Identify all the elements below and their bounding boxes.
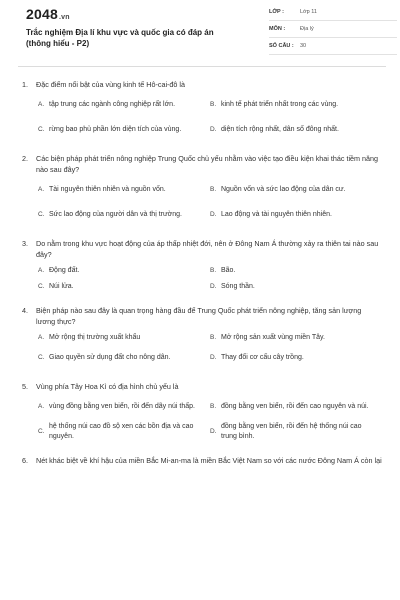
- option-text: vùng đồng bằng ven biển, rồi đến dãy núi thấp.: [49, 403, 195, 410]
- option-letter: B.: [210, 333, 217, 341]
- question-text: Do nằm trong khu vực hoạt động của áp thấp nhiệt đới, nên ở Đông Nam Á thường xảy ra thiên tai nào sau đây?: [36, 239, 379, 259]
- option-letter: B.: [210, 101, 217, 108]
- option-letter: C.: [38, 354, 45, 361]
- question-stem: [22, 238, 382, 260]
- option-d[interactable]: [210, 280, 382, 293]
- meta-label: LỚP :: [269, 9, 284, 15]
- question-number: 3.: [22, 239, 28, 248]
- page-title: Trắc nghiệm Địa lí khu vực và quốc gia có đáp án (thông hiểu - P2): [26, 28, 214, 48]
- question-text: Biện pháp nào sau đây là quan trọng hàng đầu để Trung Quốc phát triển nông nghiệp, tăng sản lượng lương thực?: [36, 306, 362, 326]
- option-letter: A.: [38, 266, 45, 274]
- option-text: đồng bằng ven biển, rồi đến hệ thống núi cao trung bình.: [221, 423, 362, 440]
- meta-label: MÔN :: [269, 26, 286, 32]
- option-letter: B.: [210, 186, 217, 193]
- option-a[interactable]: [38, 94, 210, 116]
- question-list: [18, 67, 386, 466]
- option-letter: B.: [210, 403, 217, 410]
- question-stem: [22, 455, 382, 466]
- question-number: 4.: [22, 306, 28, 315]
- option-letter: C.: [38, 126, 45, 133]
- option-letter: D.: [210, 354, 217, 361]
- meta-value: 30: [300, 43, 307, 49]
- option-text: kinh tế phát triển nhất trong các vùng.: [221, 101, 339, 108]
- option-text: diện tích rộng nhất, dân số đông nhất.: [221, 126, 339, 133]
- option-a[interactable]: [38, 264, 210, 277]
- option-d[interactable]: [210, 204, 382, 226]
- option-b[interactable]: [210, 264, 382, 277]
- option-a[interactable]: [38, 331, 210, 344]
- site-logo[interactable]: [26, 6, 70, 22]
- option-letter: B.: [210, 266, 217, 274]
- option-b[interactable]: [210, 94, 382, 116]
- meta-label: SỐ CÂU :: [269, 43, 294, 49]
- question-stem: [22, 79, 382, 90]
- options: [22, 179, 382, 229]
- option-b[interactable]: [210, 179, 382, 201]
- option-letter: A.: [38, 186, 45, 193]
- question-number: 1.: [22, 80, 28, 89]
- option-d[interactable]: [210, 119, 382, 141]
- options: [22, 396, 382, 446]
- option-d[interactable]: [210, 421, 382, 443]
- option-text: Tài nguyên thiên nhiên và nguồn vốn.: [49, 186, 166, 193]
- option-text: Mở rộng sản xuất vùng miền Tây.: [221, 333, 325, 341]
- question-text: Đặc điểm nổi bật của vùng kinh tế Hô-cai-đô là: [36, 80, 186, 89]
- question-stem: [22, 153, 382, 175]
- option-letter: D.: [210, 126, 217, 133]
- option-d[interactable]: [210, 347, 382, 369]
- option-a[interactable]: [38, 179, 210, 201]
- option-text: đồng bằng ven biển, rồi đến cao nguyên và núi.: [221, 403, 369, 410]
- question-2: [22, 153, 382, 229]
- option-letter: A.: [38, 333, 45, 341]
- question-text: Các biện pháp phát triển nông nghiệp Trung Quốc chủ yếu nhằm vào việc tạo điều kiện khai thác tiềm năng nào sau đây?: [36, 154, 379, 174]
- question-number: 6.: [22, 456, 28, 465]
- options: [22, 264, 382, 296]
- question-3: [22, 238, 382, 296]
- option-text: Lao động và tài nguyên thiên nhiên.: [221, 211, 332, 218]
- question-5: [22, 381, 382, 446]
- question-number: 5.: [22, 382, 28, 391]
- option-text: Bão.: [221, 266, 236, 274]
- meta-value: Địa lý: [300, 26, 314, 32]
- question-stem: [22, 381, 382, 392]
- meta-panel: [269, 4, 397, 55]
- option-text: hệ thống núi cao đồ sộ xen các bồn địa và cao nguyên.: [49, 423, 194, 440]
- option-letter: A.: [38, 403, 45, 410]
- option-letter: A.: [38, 101, 45, 108]
- question-4: [22, 305, 382, 372]
- option-b[interactable]: [210, 396, 382, 418]
- option-text: Mở rộng thị trường xuất khẩu: [49, 333, 141, 341]
- option-text: Núi lửa.: [49, 282, 74, 290]
- option-b[interactable]: [210, 331, 382, 344]
- option-a[interactable]: [38, 396, 210, 418]
- logo-tld: .vn: [58, 14, 70, 21]
- option-text: Thay đổi cơ cấu cây trồng.: [221, 354, 304, 361]
- question-text: Vùng phía Tây Hoa Kì có địa hình chủ yếu là: [36, 382, 179, 391]
- option-letter: D.: [210, 211, 217, 218]
- question-6: [22, 455, 382, 466]
- options: [22, 331, 382, 372]
- meta-row-count: [269, 38, 397, 55]
- option-letter: C.: [38, 282, 45, 290]
- option-c[interactable]: [38, 119, 210, 141]
- option-c[interactable]: [38, 347, 210, 369]
- meta-row-subject: [269, 21, 397, 38]
- option-text: tập trung các ngành công nghiệp rất lớn.: [49, 101, 176, 108]
- question-1: [22, 79, 382, 144]
- option-text: rừng bao phủ phần lớn diện tích của vùng.: [49, 126, 182, 133]
- option-c[interactable]: [38, 204, 210, 226]
- meta-value: Lớp 11: [300, 9, 317, 15]
- option-letter: D.: [210, 282, 217, 290]
- option-text: Động đất.: [49, 266, 80, 274]
- header: [18, 0, 386, 67]
- option-c[interactable]: [38, 421, 210, 443]
- option-text: Sóng thần.: [221, 282, 255, 290]
- option-text: Giao quyền sử dụng đất cho nông dân.: [49, 354, 171, 361]
- meta-row-grade: [269, 4, 397, 21]
- option-letter: D.: [210, 428, 217, 435]
- option-c[interactable]: [38, 280, 210, 293]
- question-stem: [22, 305, 382, 327]
- option-text: Sức lao động của người dân và thị trường.: [49, 211, 182, 218]
- logo-main: 2048: [26, 6, 58, 22]
- question-number: 2.: [22, 154, 28, 163]
- option-text: Nguồn vốn và sức lao động của dân cư.: [221, 186, 346, 193]
- options: [22, 94, 382, 144]
- question-text: Nét khác biệt về khí hậu của miền Bắc Mi-an-ma là miền Bắc Việt Nam so với các nước Đông Nam Á còn lại: [36, 456, 382, 465]
- option-letter: C.: [38, 211, 45, 218]
- option-letter: C.: [38, 428, 45, 435]
